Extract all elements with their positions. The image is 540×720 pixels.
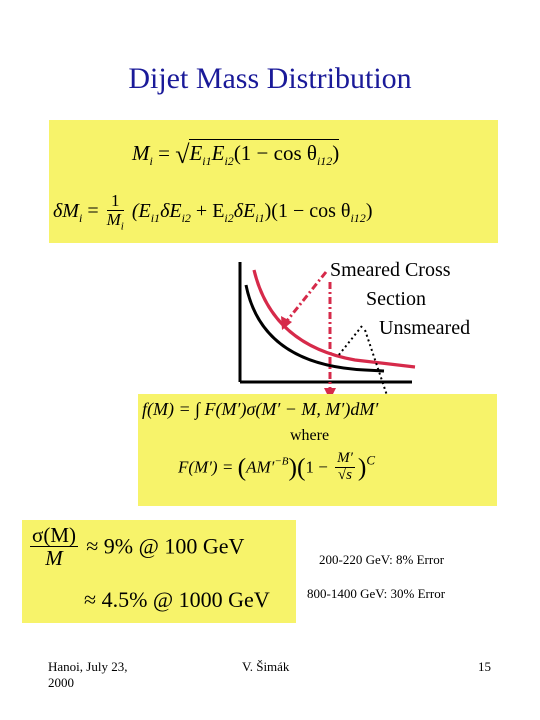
slide-title: Dijet Mass Distribution	[128, 62, 412, 95]
delta-mass-formula: $\delta M_i$ = $\frac{1}{M_i}$ $(E_{i1}\delta E_{i2} + E_{i2}\delta E_{i1})(1 - \cos \theta_{i12})$	[53, 191, 373, 233]
slide-number: 15	[478, 659, 491, 674]
resolution-box	[22, 520, 296, 623]
resolution-formula: $\frac{\sigma(M)}{M}$ ≈ 9% @ 100 GeV	[32, 523, 245, 571]
mass-formula: $M_i = √E_{i1}E_{i2}(1 - \cos \theta_{i12})$	[132, 140, 340, 169]
convolution-formula: f(M) = ∫ F(M′)σ(M′ − M, M′)dM′	[142, 399, 379, 419]
footer-author: V. Šimák	[242, 659, 290, 674]
footer-date-location: Hanoi, July 23, 2000	[48, 659, 128, 690]
unsmeared-curve	[246, 285, 384, 371]
error-800-1400: 800-1400 GeV: 30% Error	[307, 586, 446, 601]
resolution-line2: ≈ 4.5% @ 1000 GeV	[84, 587, 270, 612]
f-definition-formula: $F(M') = (AM'^{-B})(1$ − $\frac{M'}{√s}$ )$^C$	[178, 450, 376, 483]
smeared-arrow	[286, 272, 326, 322]
where-text: where	[290, 427, 330, 444]
unsmeared-label: Unsmeared	[379, 317, 471, 339]
section-label: Section	[366, 288, 426, 310]
unsmeared-arrow-left	[338, 326, 362, 356]
formula-box-convolution	[138, 394, 497, 506]
error-200-220: 200-220 GeV: 8% Error	[319, 552, 445, 567]
smeared-label: Smeared Cross	[330, 259, 451, 281]
